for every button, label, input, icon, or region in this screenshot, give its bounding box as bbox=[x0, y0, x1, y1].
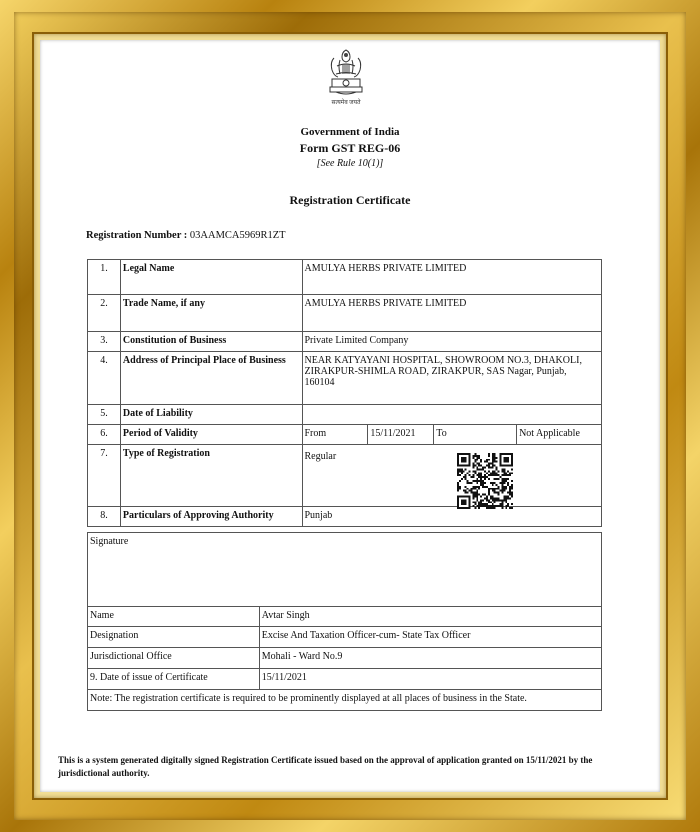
row-value: Punjab bbox=[302, 507, 602, 527]
office-value: Mohali - Ward No.9 bbox=[259, 648, 601, 669]
row-number: 8. bbox=[88, 507, 121, 527]
table-row bbox=[88, 352, 602, 405]
table-row bbox=[88, 648, 602, 669]
row-value: Private Limited Company bbox=[302, 332, 602, 352]
table-row bbox=[88, 627, 602, 648]
designation-label: Designation bbox=[88, 627, 260, 648]
row-number: 3. bbox=[88, 332, 121, 352]
footer-disclaimer: This is a system generated digitally signed Registration Certificate issued based on the approval of application granted on 15/11/2021 by the jurisdictional authority. bbox=[58, 755, 593, 778]
table-row bbox=[88, 690, 602, 711]
designation-value: Excise And Taxation Officer-cum- State Tax Officer bbox=[259, 627, 601, 648]
validity-to-label: To bbox=[434, 425, 517, 445]
issue-date-value: 15/11/2021 bbox=[259, 669, 601, 690]
registration-number-label: Registration Number : bbox=[86, 230, 188, 241]
row-number: 7. bbox=[88, 445, 121, 507]
row-value bbox=[302, 405, 602, 425]
issue-date-label: 9. Date of issue of Certificate bbox=[88, 669, 260, 690]
validity-to-value: Not Applicable bbox=[517, 425, 602, 445]
row-label: Period of Validity bbox=[120, 425, 302, 445]
row-number: 5. bbox=[88, 405, 121, 425]
office-label: Jurisdictional Office bbox=[88, 648, 260, 669]
emblem-caption: सत्यमेव जयते bbox=[331, 100, 361, 106]
row-label: Trade Name, if any bbox=[120, 295, 302, 332]
name-value: Avtar Singh bbox=[259, 607, 601, 627]
rule-reference: [See Rule 10(1)] bbox=[316, 158, 384, 169]
row-value: Regular bbox=[302, 445, 602, 507]
row-label: Constitution of Business bbox=[120, 332, 302, 352]
form-heading: Form GST REG-06 bbox=[299, 141, 401, 155]
validity-from-label: From bbox=[302, 425, 368, 445]
row-value: AMULYA HERBS PRIVATE LIMITED bbox=[302, 260, 602, 295]
table-row bbox=[88, 405, 602, 425]
row-number: 4. bbox=[88, 352, 121, 405]
table-row bbox=[88, 669, 602, 690]
row-label: Date of Liability bbox=[120, 405, 302, 425]
authority-table bbox=[87, 532, 602, 711]
table-row bbox=[88, 607, 602, 627]
row-value: AMULYA HERBS PRIVATE LIMITED bbox=[302, 295, 602, 332]
table-row bbox=[88, 425, 602, 445]
details-table bbox=[87, 259, 602, 527]
qr-code-icon bbox=[457, 453, 513, 509]
row-label: Type of Registration bbox=[120, 445, 302, 507]
table-row bbox=[88, 295, 602, 332]
row-number: 2. bbox=[88, 295, 121, 332]
certificate-title: Registration Certificate bbox=[289, 193, 411, 207]
name-label: Name bbox=[88, 607, 260, 627]
row-label: Legal Name bbox=[120, 260, 302, 295]
row-number: 6. bbox=[88, 425, 121, 445]
row-label: Particulars of Approving Authority bbox=[120, 507, 302, 527]
table-row bbox=[88, 260, 602, 295]
row-value: NEAR KATYAYANI HOSPITAL, SHOWROOM NO.3, DHAKOLI, ZIRAKPUR-SHIMLA ROAD, ZIRAKPUR, SAS Nagar, Punjab, 160104 bbox=[302, 352, 602, 405]
table-row bbox=[88, 507, 602, 527]
row-label: Address of Principal Place of Business bbox=[120, 352, 302, 405]
table-row bbox=[88, 445, 602, 507]
registration-number bbox=[86, 230, 286, 241]
table-row bbox=[88, 332, 602, 352]
registration-number-value: 03AAMCA5969R1ZT bbox=[189, 230, 286, 241]
table-row bbox=[88, 533, 602, 607]
validity-from-value: 15/11/2021 bbox=[368, 425, 434, 445]
display-note: Note: The registration certificate is required to be prominently displayed at all places of business in the State. bbox=[88, 690, 602, 711]
row-number: 1. bbox=[88, 260, 121, 295]
certificate-page bbox=[40, 40, 660, 792]
government-heading: Government of India bbox=[300, 126, 400, 138]
signature-label: Signature bbox=[88, 533, 602, 607]
